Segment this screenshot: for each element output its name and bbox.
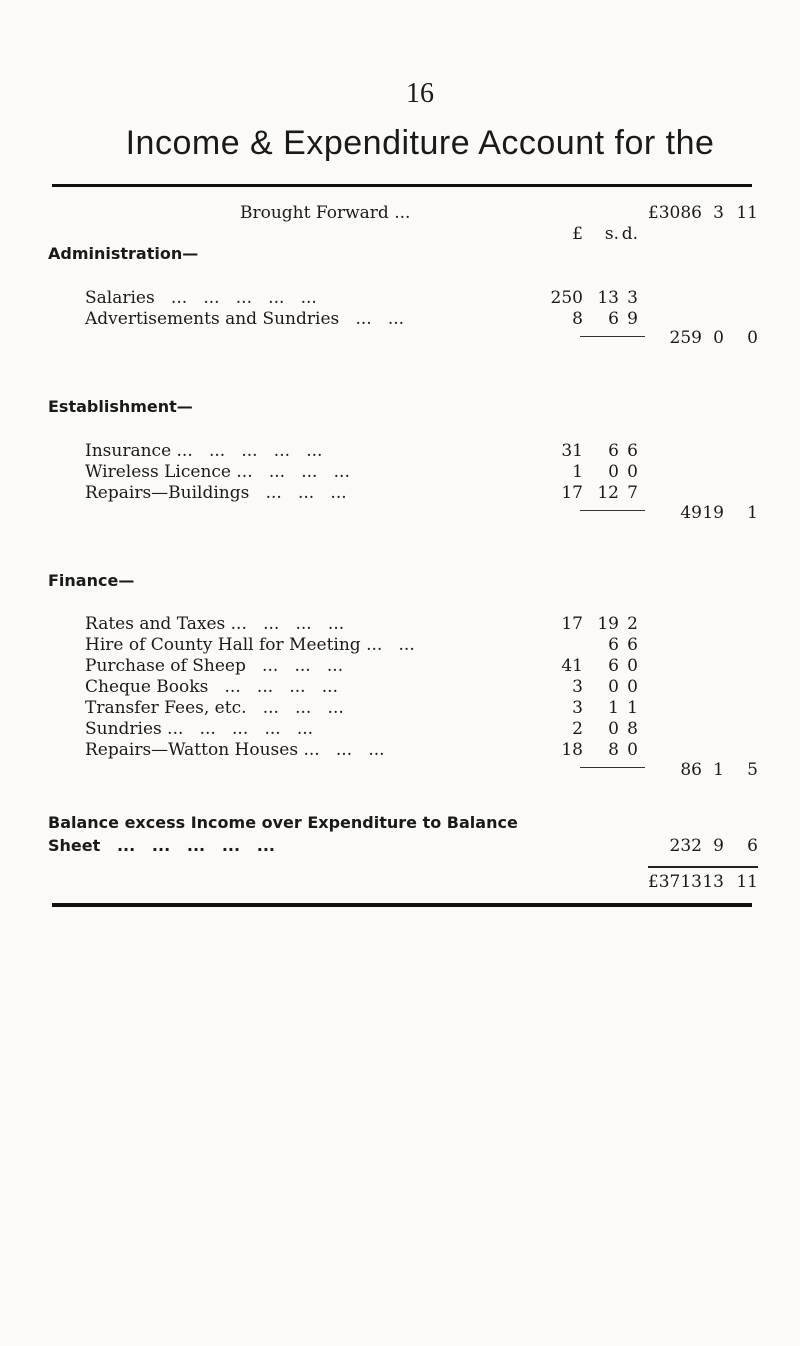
item-label: Cheque Books ... ... ... ...	[85, 677, 338, 697]
item-label: Advertisements and Sundries ... ...	[85, 309, 405, 329]
item-shillings: 13	[597, 288, 619, 308]
table-row	[0, 656, 800, 678]
item-pence: 0	[627, 656, 638, 676]
balance-amount-row	[0, 836, 800, 858]
header-shillings: s.	[604, 224, 619, 244]
table-row	[0, 719, 800, 741]
item-label: Rates and Taxes ... ... ... ...	[85, 614, 345, 634]
item-shillings: 1	[608, 698, 619, 718]
brought-forward-pounds: £3086	[647, 203, 702, 223]
item-pence: 2	[627, 614, 638, 634]
table-row	[0, 635, 800, 657]
subtotal-pounds: 86	[680, 760, 702, 780]
section-heading-finance: Finance—	[48, 571, 135, 590]
item-pounds: 2	[572, 719, 583, 739]
item-label: Hire of County Hall for Meeting ... ...	[85, 635, 415, 655]
top-rule	[52, 184, 752, 187]
column-headers	[0, 224, 800, 246]
item-pence: 6	[627, 635, 638, 655]
item-pence: 0	[627, 462, 638, 482]
balance-shillings: 9	[713, 836, 724, 856]
subtotal-pence: 1	[747, 503, 758, 523]
subtotal-row-finance	[0, 760, 800, 782]
item-pounds: 1	[572, 462, 583, 482]
item-pence: 7	[627, 483, 638, 503]
item-shillings: 0	[608, 719, 619, 739]
item-shillings: 19	[597, 614, 619, 634]
grand-total-pounds: £3713	[647, 872, 702, 892]
subtotal-pence: 0	[747, 328, 758, 348]
item-label: Salaries ... ... ... ... ...	[85, 288, 317, 308]
item-shillings: 0	[608, 677, 619, 697]
subtotal-row-establishment	[0, 503, 800, 525]
item-label: Wireless Licence ... ... ... ...	[85, 462, 350, 482]
item-pence: 3	[627, 288, 638, 308]
brought-forward-pence: 11	[736, 203, 758, 223]
table-row	[0, 740, 800, 762]
table-row	[0, 462, 800, 484]
balance-pounds: 232	[669, 836, 702, 856]
grand-total-pence: 11	[736, 872, 758, 892]
item-shillings: 8	[608, 740, 619, 760]
subtotal-row-administration	[0, 328, 800, 350]
item-pounds: 17	[561, 483, 583, 503]
subtotal-shillings: 1	[713, 760, 724, 780]
item-shillings: 6	[608, 656, 619, 676]
brought-forward-label: Brought Forward ...	[240, 203, 411, 223]
item-pounds: 18	[561, 740, 583, 760]
item-pounds: 31	[561, 441, 583, 461]
grand-total-rule	[648, 866, 758, 868]
page-title: Income & Expenditure Account for the	[125, 124, 715, 162]
balance-label-line2: Sheet ... ... ... ... ...	[48, 836, 275, 855]
balance-label-line1: Balance excess Income over Expenditure to Balance	[48, 813, 518, 832]
item-pence: 9	[627, 309, 638, 329]
item-label: Transfer Fees, etc. ... ... ...	[85, 698, 344, 718]
section-heading-establishment: Establishment—	[48, 397, 193, 416]
item-pounds: 8	[572, 309, 583, 329]
section-heading-administration: Administration—	[48, 244, 199, 263]
brought-forward-row	[0, 203, 800, 225]
item-pence: 0	[627, 740, 638, 760]
item-label: Sundries ... ... ... ... ...	[85, 719, 314, 739]
item-shillings: 6	[608, 441, 619, 461]
item-label: Repairs—Watton Houses ... ... ...	[85, 740, 385, 760]
item-shillings: 12	[597, 483, 619, 503]
table-row	[0, 288, 800, 310]
subtotal-pence: 5	[747, 760, 758, 780]
item-pence: 0	[627, 677, 638, 697]
table-row	[0, 441, 800, 463]
item-pounds: 250	[550, 288, 583, 308]
item-pounds: 3	[572, 698, 583, 718]
subtotal-shillings: 0	[713, 328, 724, 348]
grand-total-row	[0, 872, 800, 894]
page-number: 16	[406, 78, 434, 109]
item-pounds: 17	[561, 614, 583, 634]
subtotal-pounds: 49	[680, 503, 702, 523]
header-pence: d.	[621, 224, 638, 244]
item-label: Repairs—Buildings ... ... ...	[85, 483, 347, 503]
item-pence: 8	[627, 719, 638, 739]
grand-total-shillings: 13	[702, 872, 724, 892]
brought-forward-shillings: 3	[713, 203, 724, 223]
table-row	[0, 698, 800, 720]
item-pence: 6	[627, 441, 638, 461]
item-label: Purchase of Sheep ... ... ...	[85, 656, 344, 676]
item-label: Insurance ... ... ... ... ...	[85, 441, 323, 461]
bottom-rule	[52, 903, 752, 907]
item-shillings: 0	[608, 462, 619, 482]
item-pounds: 3	[572, 677, 583, 697]
table-row	[0, 614, 800, 636]
item-shillings: 6	[608, 635, 619, 655]
item-pence: 1	[627, 698, 638, 718]
table-row	[0, 483, 800, 505]
subtotal-shillings: 19	[702, 503, 724, 523]
subtotal-pounds: 259	[669, 328, 702, 348]
item-pounds: 41	[561, 656, 583, 676]
header-pounds: £	[572, 224, 583, 244]
balance-pence: 6	[747, 836, 758, 856]
item-shillings: 6	[608, 309, 619, 329]
table-row	[0, 677, 800, 699]
